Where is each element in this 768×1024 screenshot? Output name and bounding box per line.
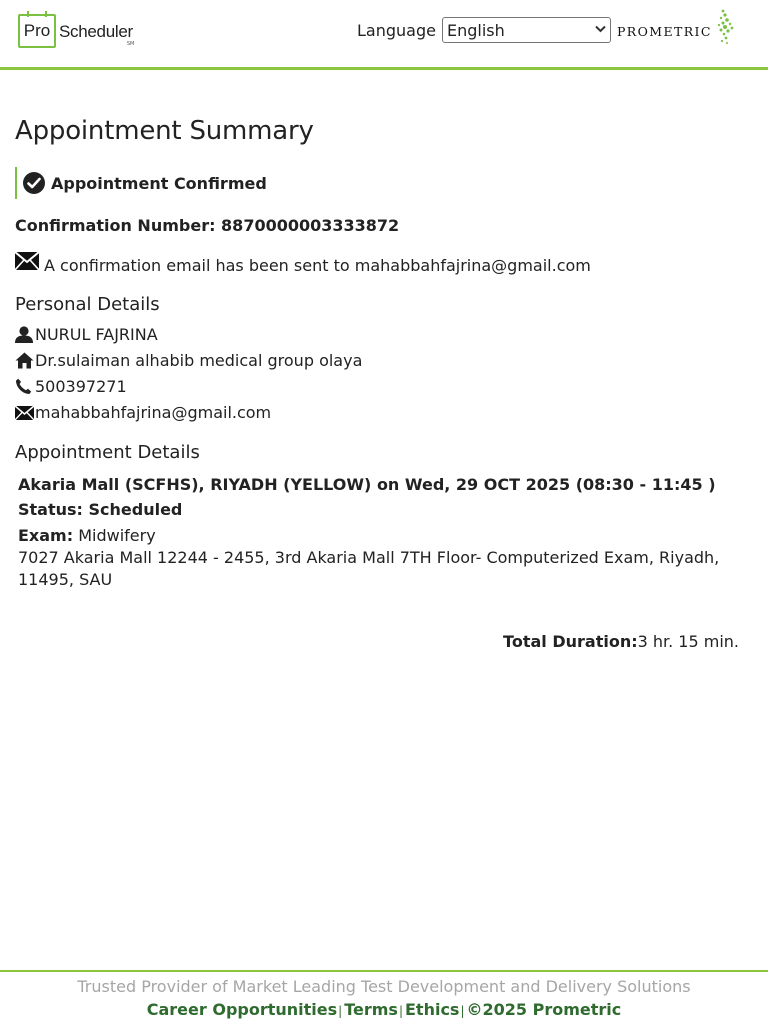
personal-email-row bbox=[15, 403, 271, 422]
language-select[interactable] bbox=[442, 17, 611, 43]
footer-links bbox=[0, 1000, 768, 1019]
footer-separator: | bbox=[398, 1004, 403, 1018]
proscheduler-logo[interactable] bbox=[18, 13, 134, 49]
envelope-icon bbox=[15, 406, 35, 420]
exam-value: Midwifery bbox=[78, 526, 156, 545]
appointment-address: 7027 Akaria Mall 12244 - 2455, 3rd Akaria Mall 7TH Floor- Computerized Exam, Riyadh, 11495, SAU bbox=[18, 548, 720, 589]
logo-sm-mark: SM bbox=[126, 41, 135, 47]
personal-address-row bbox=[15, 351, 362, 370]
language-selector bbox=[357, 17, 611, 43]
prometric-logo-text: PROMETRIC bbox=[617, 23, 712, 39]
logo-calendar-box bbox=[18, 14, 56, 48]
page-footer bbox=[0, 970, 768, 1024]
appointment-details-block bbox=[18, 474, 733, 591]
confirmation-email-note bbox=[15, 256, 591, 275]
footer-tagline: Trusted Provider of Market Leading Test Development and Delivery Solutions bbox=[77, 977, 691, 996]
language-selected-value: English bbox=[446, 20, 505, 40]
terms-link[interactable]: Terms bbox=[344, 1000, 398, 1019]
confirmation-number: Confirmation Number: 8870000003333872 bbox=[15, 216, 400, 235]
appointment-confirmed-banner bbox=[15, 167, 267, 199]
envelope-icon bbox=[15, 252, 39, 274]
appointment-site-line: Akaria Mall (SCFHS), RIYADH (YELLOW) on Wed, 29 OCT 2025 (08:30 - 11:45 ) bbox=[18, 475, 716, 494]
personal-name-row bbox=[15, 325, 158, 344]
appointment-details-title: Appointment Details bbox=[15, 442, 200, 463]
prometric-dots-icon bbox=[714, 8, 736, 50]
exam-label: Exam: bbox=[18, 526, 74, 545]
footer-separator: | bbox=[460, 1004, 465, 1018]
check-circle-icon bbox=[23, 172, 45, 194]
footer-separator: | bbox=[338, 1004, 343, 1018]
language-label: Language bbox=[357, 20, 436, 40]
footer-copyright: ©2025 Prometric bbox=[466, 1000, 622, 1019]
appointment-exam-line bbox=[18, 525, 733, 547]
page-header bbox=[0, 0, 768, 70]
personal-name: NURUL FAJRINA bbox=[35, 325, 158, 344]
personal-address: Dr.sulaiman alhabib medical group olaya bbox=[35, 351, 363, 370]
prometric-logo bbox=[617, 12, 736, 50]
personal-phone: 500397271 bbox=[35, 377, 127, 396]
career-opportunities-link[interactable]: Career Opportunities bbox=[146, 1000, 338, 1019]
logo-scheduler-text: Scheduler bbox=[59, 22, 133, 41]
total-duration-label: Total Duration: bbox=[503, 632, 638, 651]
user-icon bbox=[15, 326, 35, 343]
total-duration bbox=[503, 632, 739, 651]
appointment-status: Status: Scheduled bbox=[18, 500, 183, 519]
page-title: Appointment Summary bbox=[15, 116, 314, 146]
confirmed-label: Appointment Confirmed bbox=[51, 173, 267, 193]
home-icon bbox=[15, 352, 35, 369]
phone-icon bbox=[15, 378, 35, 395]
chevron-down-icon bbox=[595, 25, 606, 36]
personal-details-title: Personal Details bbox=[15, 294, 160, 315]
personal-email: mahabbahfajrina@gmail.com bbox=[35, 403, 272, 422]
total-duration-value: 3 hr. 15 min. bbox=[637, 632, 739, 651]
personal-phone-row bbox=[15, 377, 127, 396]
ethics-link[interactable]: Ethics bbox=[404, 1000, 460, 1019]
logo-pro-text: Pro bbox=[23, 21, 51, 40]
email-note-text: A confirmation email has been sent to mahabbahfajrina@gmail.com bbox=[44, 256, 591, 275]
